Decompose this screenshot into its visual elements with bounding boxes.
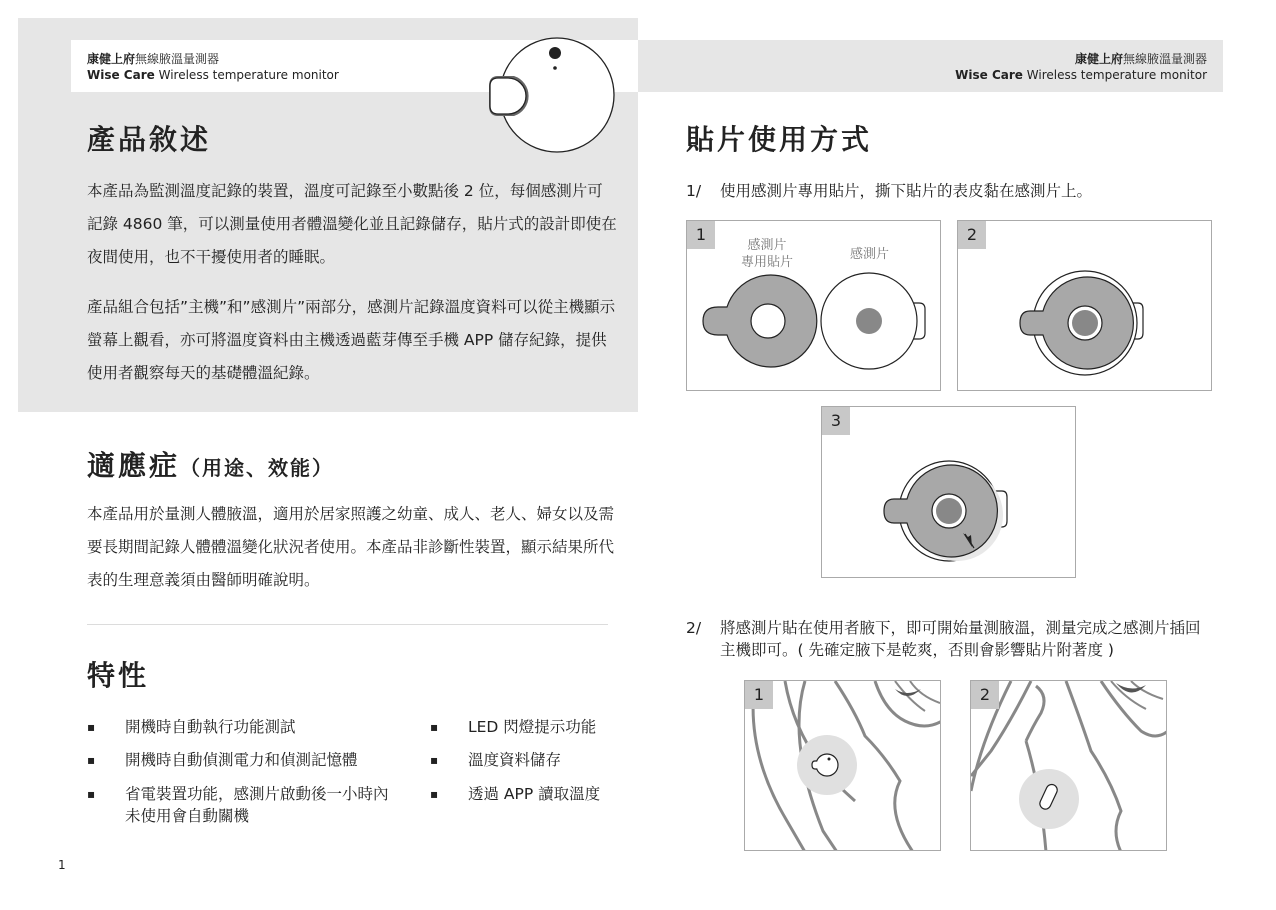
- brand-cn: 康健上府: [1074, 52, 1123, 66]
- brand-en: Wise Care: [955, 68, 1023, 82]
- step-text: 使用感測片專用貼片，撕下貼片的表皮黏在感測片上。: [720, 182, 1093, 200]
- patch-label: 感測片 專用貼片: [740, 238, 793, 270]
- product-cn: 無線腋溫量測器: [135, 52, 220, 66]
- usage-title: 貼片使用方式: [686, 123, 873, 156]
- patch-and-sensor-drawing: [687, 221, 941, 391]
- indication-paragraph: 本產品用於量測人體腋溫，適用於居家照護之幼童、成人、老人、婦女以及需要長期間記錄人體體溫變化狀況者使用。本產品非診斷性裝置，顯示結果所代表的生理意義須由醫師明確說明。: [87, 505, 615, 589]
- bullet: ▪: [430, 720, 439, 734]
- indication-title: 適應症: [87, 449, 181, 482]
- sensor-label: 感測片: [849, 247, 889, 262]
- bullet: ▪: [430, 753, 439, 767]
- feature-item: ▪ LED 閃燈提示功能: [430, 718, 597, 736]
- bullet: ▪: [87, 720, 96, 734]
- step-number: 1/: [686, 182, 702, 200]
- product-cn: 無線腋溫量測器: [1122, 52, 1207, 66]
- brand-en: Wise Care: [87, 68, 155, 82]
- step-text: 將感測片貼在使用者腋下，即可開始量測腋溫，測量完成之感測片插回主機即可。( 先確定腋下是乾爽，否則會影響貼片附著度 ): [720, 619, 1201, 659]
- brand-cn: 康健上府: [87, 52, 136, 66]
- header-right: [638, 40, 1223, 92]
- patch-figure-2: [957, 220, 1212, 391]
- section-divider: [87, 624, 608, 625]
- overview-paragraph-1: 本產品為監測溫度記錄的裝置，溫度可記錄至小數點後 2 位，每個感測片可記錄 4860 筆，可以測量使用者體溫變化並且記錄儲存，貼片式的設計即使在夜間使用，也不干擾使用者的睡眠。: [87, 182, 617, 266]
- bullet: ▪: [87, 787, 96, 801]
- feature-item: ▪ 開機時自動執行功能測試: [87, 718, 296, 736]
- armpit-figure-2: [970, 680, 1167, 851]
- figure-step-number: 2: [958, 221, 986, 249]
- figure-step-number: 3: [822, 407, 850, 435]
- indication-subtitle: （用途、效能）: [180, 456, 335, 480]
- patch-press-drawing: [822, 407, 1076, 578]
- patch-on-sensor-drawing: [958, 221, 1212, 391]
- product-en: Wireless temperature monitor: [1026, 68, 1207, 82]
- feature-item: ▪ 溫度資料儲存: [430, 751, 562, 769]
- bullet: ▪: [430, 787, 439, 801]
- armpit-figure-1: [744, 680, 941, 851]
- product-en: Wireless temperature monitor: [158, 68, 339, 82]
- feature-item: ▪ 透過 APP 讀取溫度: [430, 785, 601, 803]
- patch-figure-3: [821, 406, 1076, 578]
- feature-item: ▪ 開機時自動偵測電力和偵測記憶體: [87, 751, 358, 769]
- step-number: 2/: [686, 619, 702, 637]
- overview-paragraph-2: 產品組合包括”主機”和”感測片”兩部分，感測片記錄溫度資料可以從主機顯示螢幕上觀看，亦可將溫度資料由主機透過藍芽傳至手機 APP 儲存紀錄，提供使用者觀察每天的基礎體溫紀錄。: [87, 298, 616, 382]
- patch-figure-1: [686, 220, 941, 391]
- usage-step-2: [686, 617, 1226, 663]
- figure-step-number: 1: [745, 681, 773, 709]
- armpit-drawing-1: [745, 681, 941, 851]
- bullet: ▪: [87, 753, 96, 767]
- features-title: 特性: [87, 659, 150, 692]
- usage-step-1: [686, 180, 1226, 204]
- armpit-drawing-2: [971, 681, 1167, 851]
- figure-step-number: 1: [687, 221, 715, 249]
- overview-title: 產品敘述: [87, 123, 212, 156]
- figure-step-number: 2: [971, 681, 999, 709]
- device-illustration: [486, 34, 616, 156]
- page-number: 1: [58, 858, 66, 872]
- indication-heading: [87, 444, 334, 484]
- feature-item: ▪ 省電裝置功能，感測片啟動後一小時內未使用會自動關機: [87, 785, 389, 825]
